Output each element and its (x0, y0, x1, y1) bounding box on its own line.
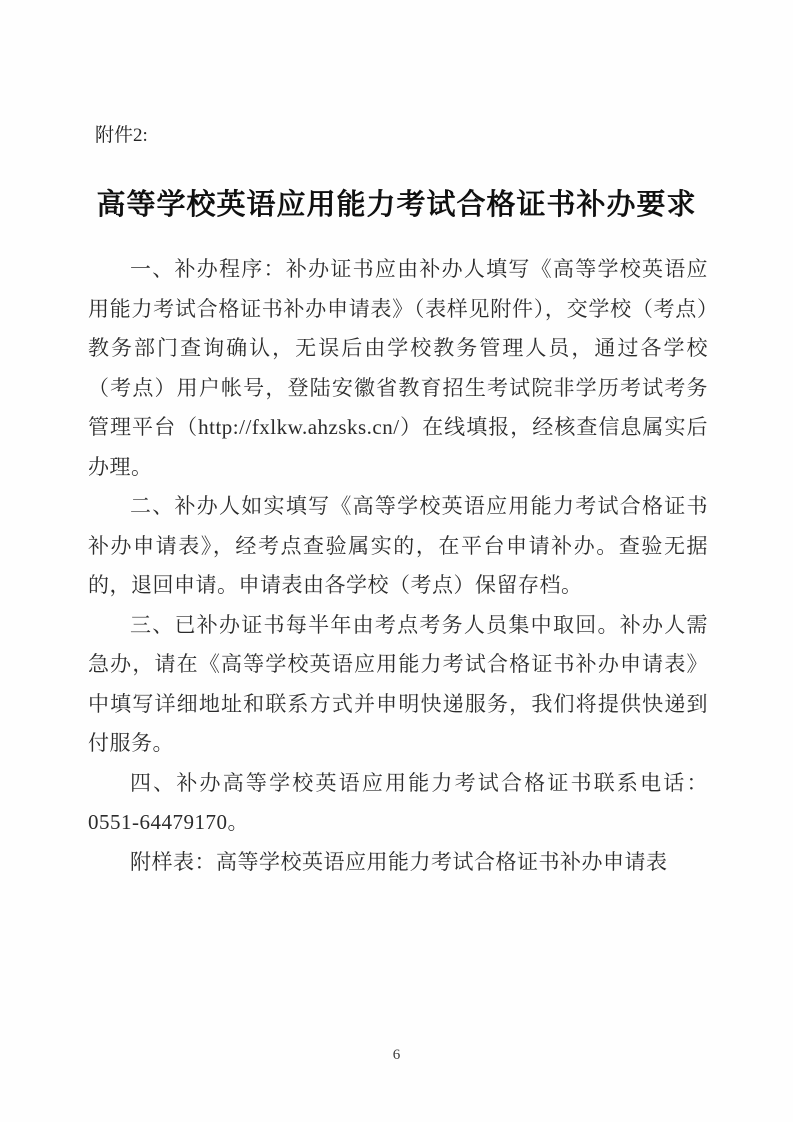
paragraph-pickup: 三、已补办证书每半年由考点考务人员集中取回。补办人需急办，请在《高等学校英语应用能力考试合格证书补办申请表》中填写详细地址和联系方式并申明快递服务，我们将提供快递到付服务。 (88, 612, 708, 755)
paragraph-procedure: 一、补办程序：补办证书应由补办人填写《高等学校英语应用能力考试合格证书补办申请表》（表样见附件），交学校（考点）教务部门查询确认，无误后由学校教务管理人员，通过各学校（考点）用户帐号，登陆安徽省教育招生考试院非学历考试考务管理平台（http://fxlkw.ahzsks.cn/）在线填报，经核查信息属实后办理。 (88, 257, 708, 479)
document-body (88, 250, 708, 882)
attached-form-note: 附样表：高等学校英语应用能力考试合格证书补办申请表 (130, 849, 668, 874)
document-title: 高等学校英语应用能力考试合格证书补办要求 (96, 189, 697, 221)
page-number: 6 (392, 1047, 401, 1063)
attachment-label: 附件2: (95, 125, 148, 146)
paragraph-contact: 四、补办高等学校英语应用能力考试合格证书联系电话：0551-64479170。 (88, 770, 708, 834)
paragraph-application: 二、补办人如实填写《高等学校英语应用能力考试合格证书补办申请表》，经考点查验属实的，在平台申请补办。查验无据的，退回申请。申请表由各学校（考点）保留存档。 (88, 494, 708, 597)
